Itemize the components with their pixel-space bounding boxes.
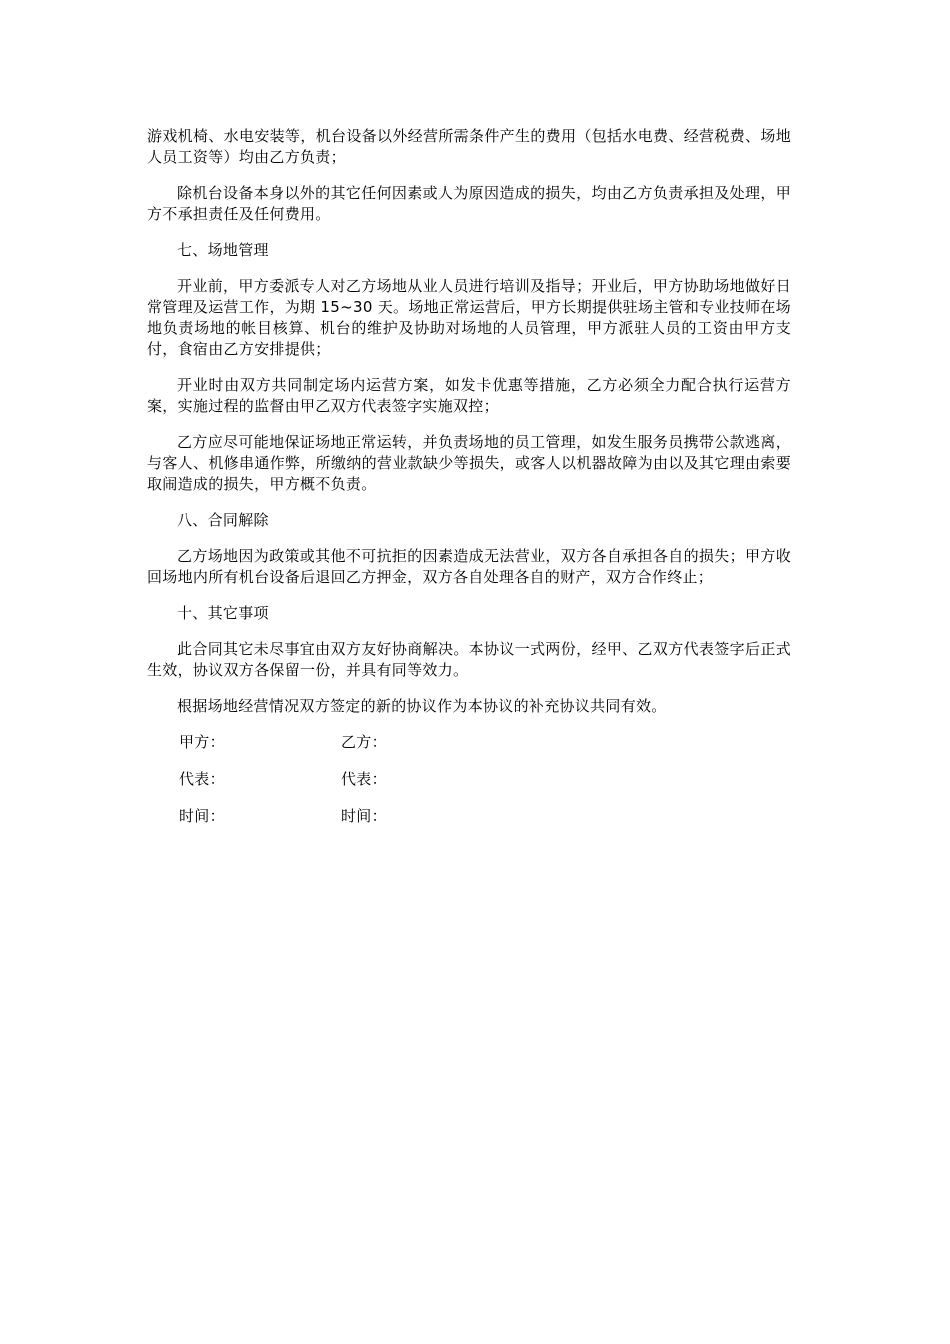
document-page	[147, 126, 791, 843]
paragraph-supplementary-agreement: 根据场地经营情况双方签定的新的协议作为本协议的补充协议共同有效。	[177, 697, 667, 715]
party-a-date-label: 时间：	[179, 807, 225, 825]
paragraph-training-management: 开业前，甲方委派专人对乙方场地从业人员进行培训及指导；开业后，甲方协助场地做好日常管理及运营工作，为期 15~30 天。场地正常运营后，甲方长期提供驻场主管和专业技师在场地负责场地的帐目核算、机台的维护及协助对场地的人员管理，甲方派驻人员的工资由甲方支付，食宿由乙方安排提供；	[147, 277, 791, 358]
paragraph-operation-plan: 开业时由双方共同制定场内运营方案，如发卡优惠等措施，乙方必须全力配合执行运营方案，实施过程的监督由甲乙双方代表签字实施双控；	[147, 376, 791, 415]
signature-row-representative	[147, 769, 791, 790]
paragraph-loss-liability: 除机台设备本身以外的其它任何因素或人为原因造成的损失，均由乙方负责承担及处理，甲方不承担责任及任何费用。	[147, 184, 791, 223]
party-a-label: 甲方：	[179, 733, 225, 751]
paragraph-facilities-costs: 游戏机椅、水电安装等，机台设备以外经营所需条件产生的费用（包括水电费、经营税费、场地人员工资等）均由乙方负责；	[147, 127, 791, 166]
paragraph-effectiveness: 此合同其它未尽事宜由双方友好协商解决。本协议一式两份，经甲、乙双方代表签字后正式生效，协议双方各保留一份，并具有同等效力。	[147, 640, 791, 679]
party-b-label: 乙方：	[341, 733, 387, 751]
party-b-date-label: 时间：	[341, 807, 387, 825]
signature-row-party	[147, 732, 791, 753]
party-b-representative-label: 代表：	[341, 770, 387, 788]
signature-row-date	[147, 806, 791, 827]
paragraph-staff-responsibility: 乙方应尽可能地保证场地正常运转，并负责场地的员工管理，如发生服务员携带公款逃离，与客人、机修串通作弊，所缴纳的营业款缺少等损失，或客人以机器故障为由以及其它理由索要取闹造成的损失，甲方概不负责。	[147, 433, 791, 493]
section-heading-termination: 八、合同解除	[177, 511, 269, 529]
section-heading-other-matters: 十、其它事项	[177, 604, 269, 622]
party-a-representative-label: 代表：	[179, 770, 225, 788]
paragraph-termination-terms: 乙方场地因为政策或其他不可抗拒的因素造成无法营业，双方各自承担各自的损失；甲方收回场地内所有机台设备后退回乙方押金，双方各自处理各自的财产，双方合作终止；	[147, 547, 791, 586]
section-heading-venue-management: 七、场地管理	[177, 241, 269, 259]
